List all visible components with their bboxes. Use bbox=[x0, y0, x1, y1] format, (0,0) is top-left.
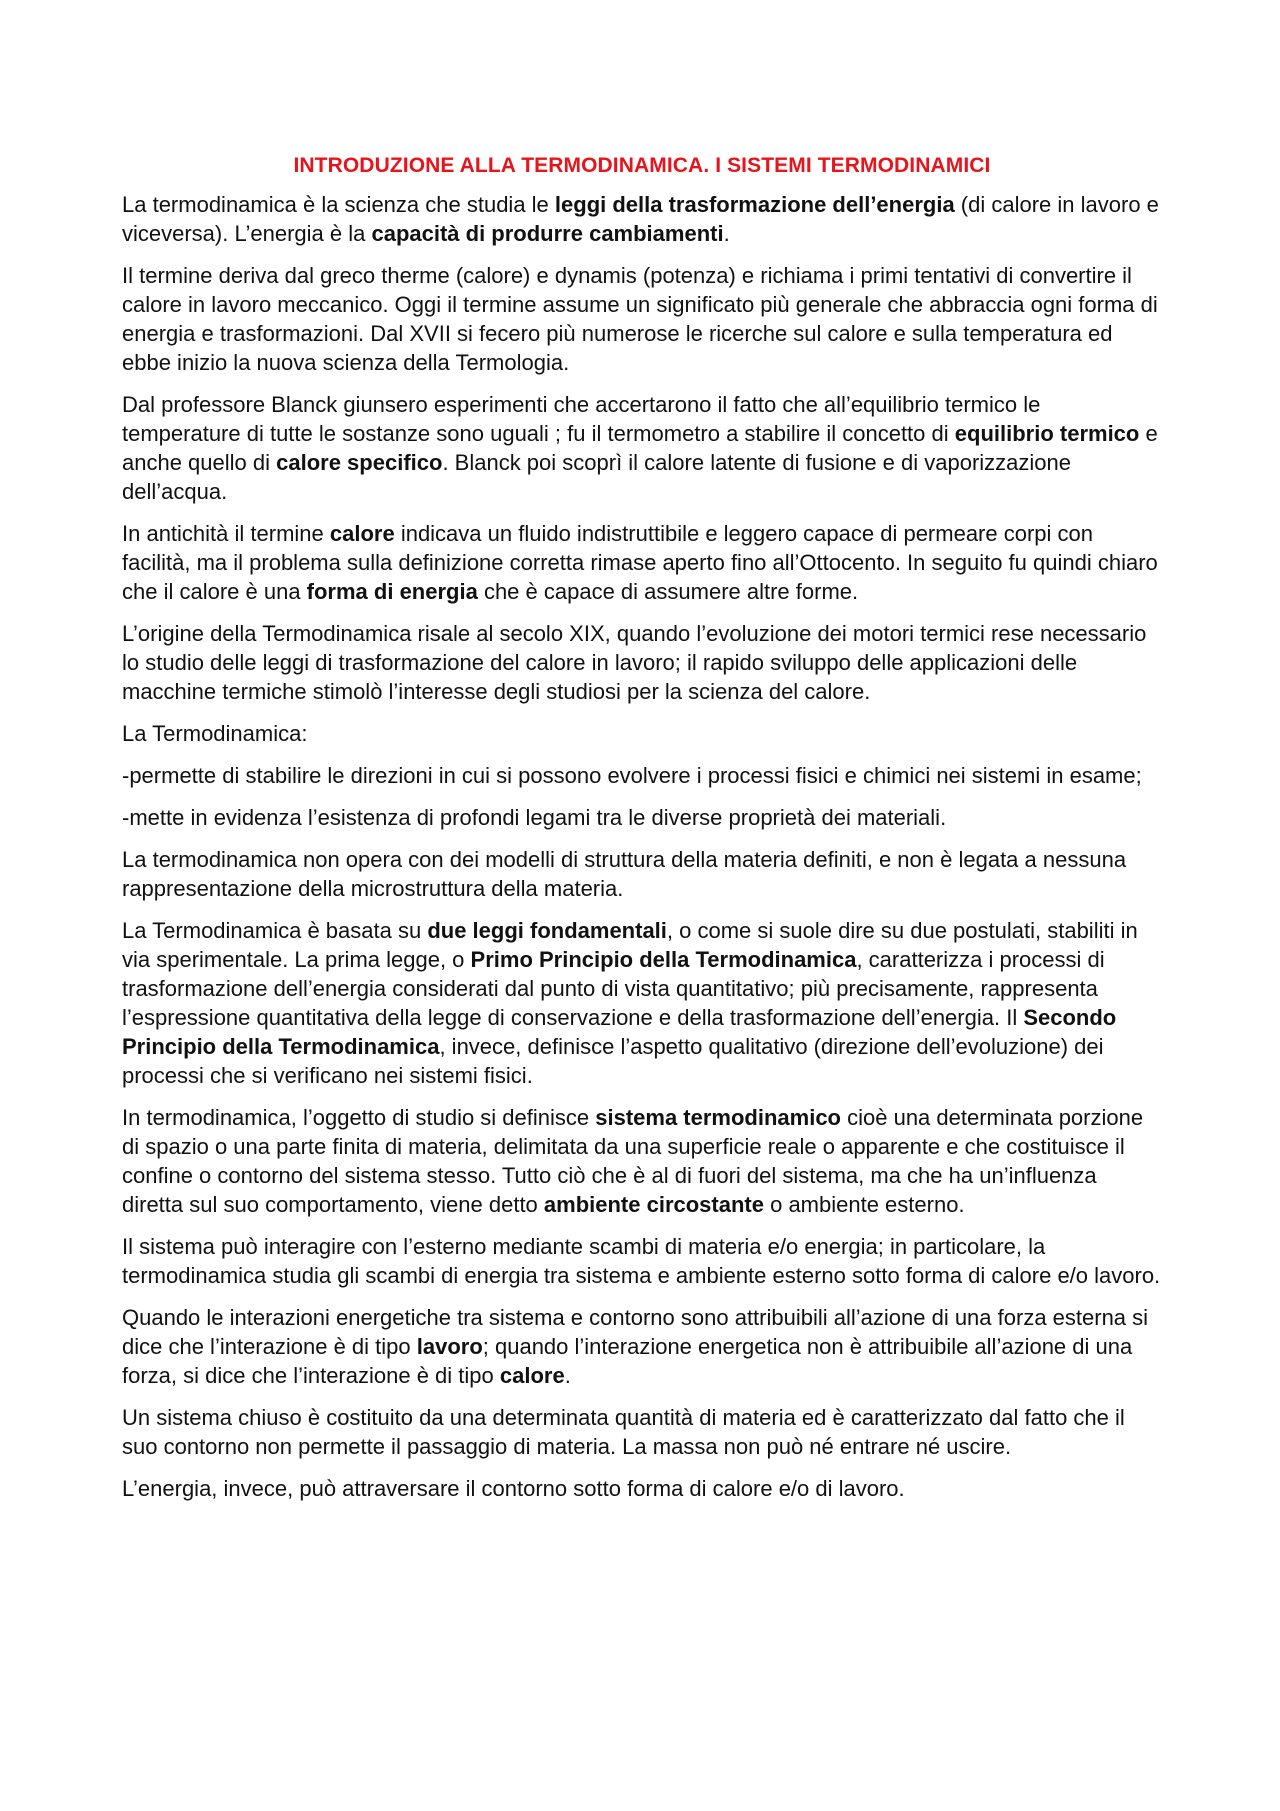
text: che è capace di assumere altre forme. bbox=[477, 579, 859, 604]
bold-text: Secondo Principio della Termodinamica bbox=[122, 1005, 1117, 1059]
paragraph bbox=[122, 1303, 1162, 1390]
text: , o come si suole dire su due postulati, stabiliti in via sperimentale. La prima legge, o bbox=[122, 918, 1138, 972]
bold-text: equilibrio termico bbox=[954, 421, 1140, 446]
bold-text: calore specifico bbox=[276, 450, 443, 475]
text: , invece, definisce l’aspetto qualitativo (direzione dell’evoluzione) dei processi che si verificano nei sistemi fisici. bbox=[122, 1034, 1104, 1088]
bold-text: sistema termodinamico bbox=[595, 1105, 841, 1130]
text: La termodinamica è la scienza che studia le bbox=[122, 192, 555, 217]
paragraph bbox=[122, 390, 1162, 506]
text: (di calore in lavoro e viceversa). L’energia è la bbox=[122, 192, 1159, 246]
bold-text: due leggi fondamentali bbox=[427, 918, 667, 943]
paragraph bbox=[122, 1103, 1162, 1219]
text: Quando le interazioni energetiche tra sistema e contorno sono attribuibili all’azione di una forza esterna si dice che l’interazione è di tipo bbox=[122, 1305, 1149, 1359]
bold-text: capacità di produrre cambiamenti bbox=[371, 221, 724, 246]
text: La Termodinamica è basata su bbox=[122, 918, 428, 943]
text: L’energia, invece, può attraversare il contorno sotto forma di calore e/o di lavoro. bbox=[122, 1476, 905, 1501]
bold-text: calore bbox=[329, 521, 395, 546]
text: Il termine deriva dal greco therme (calore) e dynamis (potenza) e richiama i primi tentativi di convertire il calore in lavoro meccanico. Oggi il termine assume un significato più generale che abbraccia ogni forma di energia e trasformazioni. Dal XVII si fecero più numerose le ricerche sul calore e sulla temperatura ed ebbe inizio la nuova scienza della Termologia. bbox=[122, 263, 1158, 375]
text: In antichità il termine bbox=[122, 521, 330, 546]
paragraph bbox=[122, 803, 1162, 832]
bold-text: forma di energia bbox=[306, 579, 478, 604]
text: La Termodinamica: bbox=[122, 721, 308, 746]
paragraph bbox=[122, 719, 1162, 748]
text: La termodinamica non opera con dei modelli di struttura della materia definiti, e non è legata a nessuna rappresentazione della microstruttura della materia. bbox=[122, 847, 1127, 901]
paragraph bbox=[122, 845, 1162, 903]
bold-text: Primo Principio della Termodinamica bbox=[470, 947, 857, 972]
text: cioè una determinata porzione di spazio o una parte finita di materia, delimitata da una superficie reale o apparente e che costituisce il confine o contorno del sistema stesso. Tutto ciò che è al di fuori del sistema, ma che ha un’influenza diretta sul suo comportamento, viene detto bbox=[122, 1105, 1144, 1217]
text: -mette in evidenza l’esistenza di profondi legami tra le diverse proprietà dei materiali. bbox=[122, 805, 947, 830]
text: , caratterizza i processi di trasformazione dell’energia considerati dal punto di vista quantitativo; più precisamente, rappresenta l’espressione quantitativa della legge di conservazione e della trasformazione dell’energia. Il bbox=[122, 947, 1105, 1030]
text: o ambiente esterno. bbox=[763, 1192, 965, 1217]
text: ; quando l’interazione energetica non è attribuibile all’azione di una forza, si dice che l’interazione è di tipo bbox=[122, 1334, 1133, 1388]
paragraph bbox=[122, 1474, 1162, 1503]
paragraph bbox=[122, 619, 1162, 706]
paragraph bbox=[122, 261, 1162, 377]
document-body bbox=[122, 190, 1162, 1503]
text: . bbox=[723, 221, 730, 246]
bold-text: lavoro bbox=[416, 1334, 483, 1359]
text: -permette di stabilire le direzioni in cui si possono evolvere i processi fisici e chimici nei sistemi in esame; bbox=[122, 763, 1142, 788]
paragraph bbox=[122, 1403, 1162, 1461]
paragraph bbox=[122, 190, 1162, 248]
paragraph bbox=[122, 1232, 1162, 1290]
text: . Blanck poi scoprì il calore latente di fusione e di vaporizzazione dell’acqua. bbox=[122, 450, 1072, 504]
text: L’origine della Termodinamica risale al secolo XIX, quando l’evoluzione dei motori termici rese necessario lo studio delle leggi di trasformazione del calore in lavoro; il rapido sviluppo delle applicazioni delle macchine termiche stimolò l’interesse degli studiosi per la scienza del calore. bbox=[122, 621, 1147, 704]
paragraph bbox=[122, 761, 1162, 790]
document-title: INTRODUZIONE ALLA TERMODINAMICA. I SISTEMI TERMODINAMICI bbox=[293, 154, 991, 177]
text: In termodinamica, l’oggetto di studio si definisce bbox=[122, 1105, 596, 1130]
bold-text: leggi della trasformazione dell’energia bbox=[554, 192, 955, 217]
text: Dal professore Blanck giunsero esperimenti che accertarono il fatto che all’equilibrio termico le temperature di tutte le sostanze sono uguali ; fu il termometro a stabilire il concetto di bbox=[122, 392, 1041, 446]
paragraph bbox=[122, 519, 1162, 606]
text: e anche quello di bbox=[122, 421, 1158, 475]
bold-text: calore bbox=[499, 1363, 565, 1388]
text: . bbox=[564, 1363, 571, 1388]
text: indicava un fluido indistruttibile e leggero capace di permeare corpi con facilità, ma il problema sulla definizione corretta rimase aperto fino all’Ottocento. In seguito fu quindi chiaro che il calore è una bbox=[122, 521, 1158, 604]
document-page bbox=[122, 152, 1162, 1516]
text: Un sistema chiuso è costituito da una determinata quantità di materia ed è caratterizzato dal fatto che il suo contorno non permette il passaggio di materia. La massa non può né entrare né uscire. bbox=[122, 1405, 1125, 1459]
paragraph bbox=[122, 916, 1162, 1090]
bold-text: ambiente circostante bbox=[543, 1192, 764, 1217]
text: Il sistema può interagire con l’esterno mediante scambi di materia e/o energia; in particolare, la termodinamica studia gli scambi di energia tra sistema e ambiente esterno sotto forma di calore e/o lavoro. bbox=[122, 1234, 1161, 1288]
